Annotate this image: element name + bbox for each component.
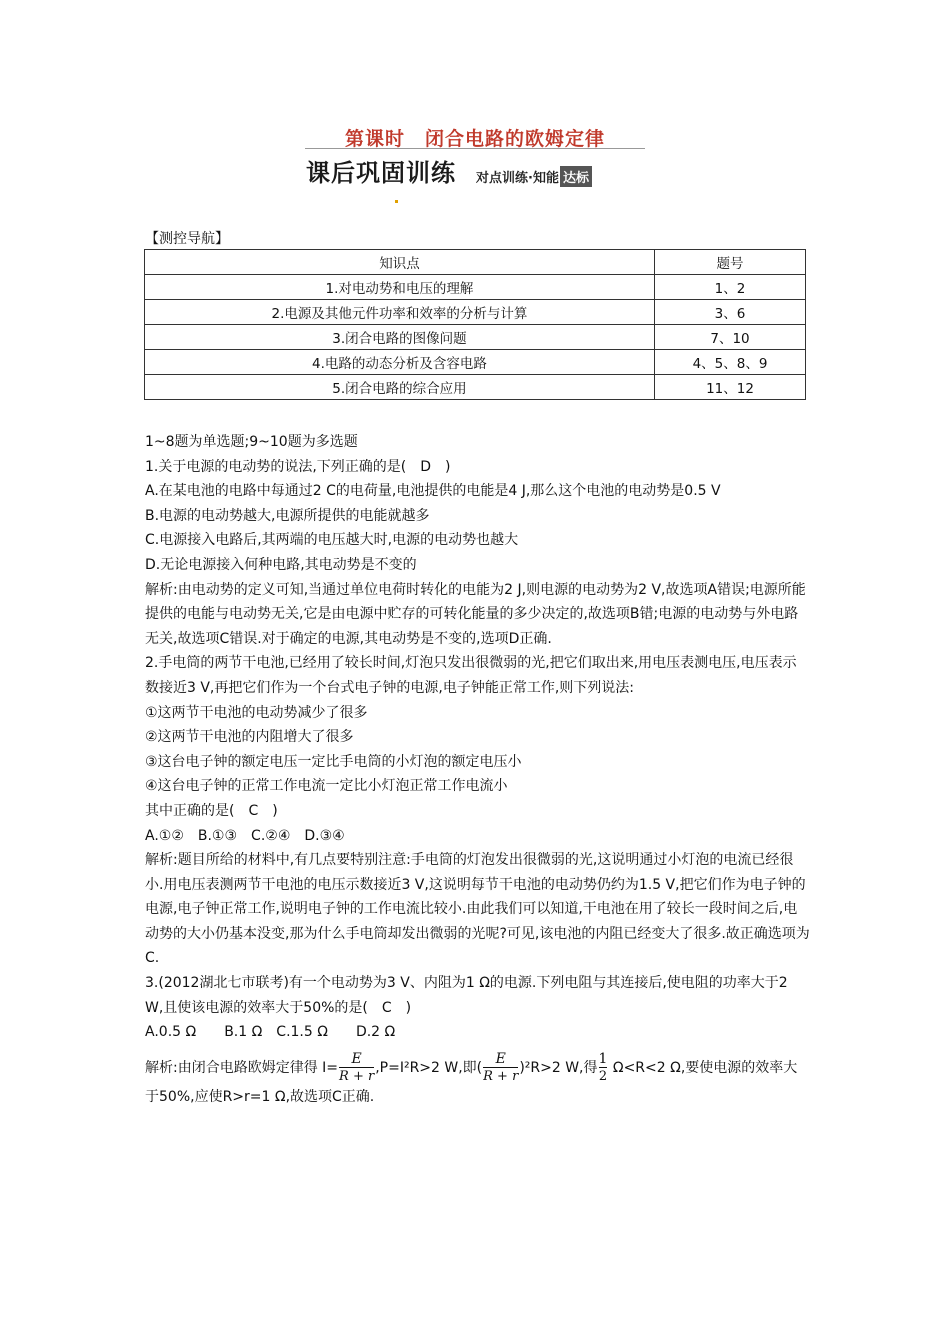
column-header-knowledge: 知识点: [145, 250, 655, 275]
decorative-dot: [395, 200, 398, 203]
fraction-numerator: E: [495, 1050, 506, 1067]
question-2-ask: 其中正确的是( C ): [145, 802, 278, 819]
analysis-text-pre: 解析:由闭合电路欧姆定律得 I=: [145, 1059, 339, 1076]
question-1-option-b: B.电源的电动势越大,电源所提供的电能就越多: [145, 507, 430, 524]
nav-heading: 【测控导航】: [145, 231, 229, 247]
page-title: 第课时 闭合电路的欧姆定律: [344, 128, 605, 150]
fraction-denominator: R + r: [339, 1068, 375, 1084]
analysis-text-mid-2: )²R>2 W,得: [519, 1059, 598, 1076]
fraction-denominator: 2: [598, 1068, 608, 1084]
table-cell: 3、6: [655, 300, 806, 325]
question-1-stem: 1.关于电源的电动势的说法,下列正确的是( D ): [145, 458, 451, 475]
question-3-options: A.0.5 Ω B.1 Ω C.1.5 Ω D.2 Ω: [145, 1024, 396, 1041]
fraction-denominator: R + r: [483, 1068, 519, 1084]
question-3-analysis: [145, 1051, 810, 1110]
section-banner: 课后巩固训练: [306, 159, 456, 187]
table-cell: 2.电源及其他元件功率和效率的分析与计算: [145, 300, 655, 325]
table-cell: 4.电路的动态分析及含容电路: [145, 350, 655, 375]
question-3-stem: 3.(2012湖北七市联考)有一个电动势为3 V、内阻为1 Ω的电源.下列电阻与其连接后,使电阻的功率大于2 W,且使该电源的效率大于50%的是( C ): [145, 975, 788, 1016]
banner-badge: 达标: [560, 166, 592, 187]
question-2-statement-3: ③这台电子钟的额定电压一定比手电筒的小灯泡的额定电压小: [145, 753, 522, 770]
fraction-numerator: E: [351, 1050, 362, 1067]
question-2-stem: 2.手电筒的两节干电池,已经用了较长时间,灯泡只发出很微弱的光,把它们取出来,用电压表测电压,电压表示数接近3 V,再把它们作为一个台式电子钟的电源,电子钟能正常工作,则下列说法:: [145, 655, 797, 696]
table-cell: 1、2: [655, 275, 806, 300]
question-1-option-c: C.电源接入电路后,其两端的电压越大时,电源的电动势也越大: [145, 532, 519, 549]
fraction-half: [599, 1051, 608, 1085]
column-header-question-no: 题号: [655, 250, 806, 275]
question-2-statement-4: ④这台电子钟的正常工作电流一定比小灯泡正常工作电流小: [145, 778, 508, 795]
question-2-options: A.①② B.①③ C.②④ D.③④: [145, 827, 345, 844]
intro-note: 1~8题为单选题;9~10题为多选题: [145, 434, 358, 450]
question-1-analysis: 解析:由电动势的定义可知,当通过单位电荷时转化的电能为2 J,则电源的电动势为2 V,故选项A错误;电源所能提供的电能与电动势无关,它是由电源中贮存的可转化能量的多少决定的,故选项B错;电源的电动势与外电路无关,故选项C错误.对于确定的电源,其电动势是不变的,选项D正确.: [145, 581, 806, 647]
table-cell: 4、5、8、9: [655, 350, 806, 375]
table-row: [145, 275, 806, 300]
title-divider: [305, 148, 645, 149]
table-row: [145, 300, 806, 325]
fraction-current-squared: [483, 1051, 518, 1085]
question-2-analysis: 解析:题目所给的材料中,有几点要特别注意:手电筒的灯泡发出很微弱的光,这说明通过小灯泡的电流已经很小.用电压表测两节干电池的电压示数接近3 V,这说明每节干电池的电动势仍约为1.5 V,把它们作为电子钟的电源,电子钟正常工作,说明电子钟的工作电流比较小.由此我们可以知道,干电池在用了较长一段时间之后,电动势的大小仍基本没变,那为什么手电筒却发出微弱的光呢?可见,该电池的内阻已经变大了很多.故正确选项为C.: [145, 852, 810, 967]
question-2-statement-1: ①这两节干电池的电动势减少了很多: [145, 704, 368, 721]
question-1-option-a: A.在某电池的电路中每通过2 C的电荷量,电池提供的电能是4 J,那么这个电池的电动势是0.5 V: [145, 483, 721, 500]
nav-table: [144, 249, 806, 400]
exercise-content: [145, 430, 810, 1109]
analysis-text-mid-1: ,P=I²R>2 W,即(: [375, 1059, 483, 1076]
analysis-text-post: Ω<R<2 Ω,要使电源的效率大于50%,应使R>r=1 Ω,故选项C正确.: [145, 1059, 798, 1105]
table-cell: 3.闭合电路的图像问题: [145, 325, 655, 350]
table-cell: 5.闭合电路的综合应用: [145, 375, 655, 400]
table-header-row: [145, 250, 806, 275]
question-1-option-d: D.无论电源接入何种电路,其电动势是不变的: [145, 556, 417, 573]
section-banner-subtitle: [476, 166, 592, 187]
fraction-numerator: 1: [598, 1050, 608, 1067]
table-cell: 7、10: [655, 325, 806, 350]
table-cell: 1.对电动势和电压的理解: [145, 275, 655, 300]
fraction-current: [339, 1051, 374, 1085]
table-row: [145, 350, 806, 375]
banner-subtitle-text: 对点训练·知能: [476, 171, 559, 186]
table-cell: 11、12: [655, 375, 806, 400]
table-row: [145, 325, 806, 350]
question-2-statement-2: ②这两节干电池的内阻增大了很多: [145, 729, 354, 746]
table-row: [145, 375, 806, 400]
